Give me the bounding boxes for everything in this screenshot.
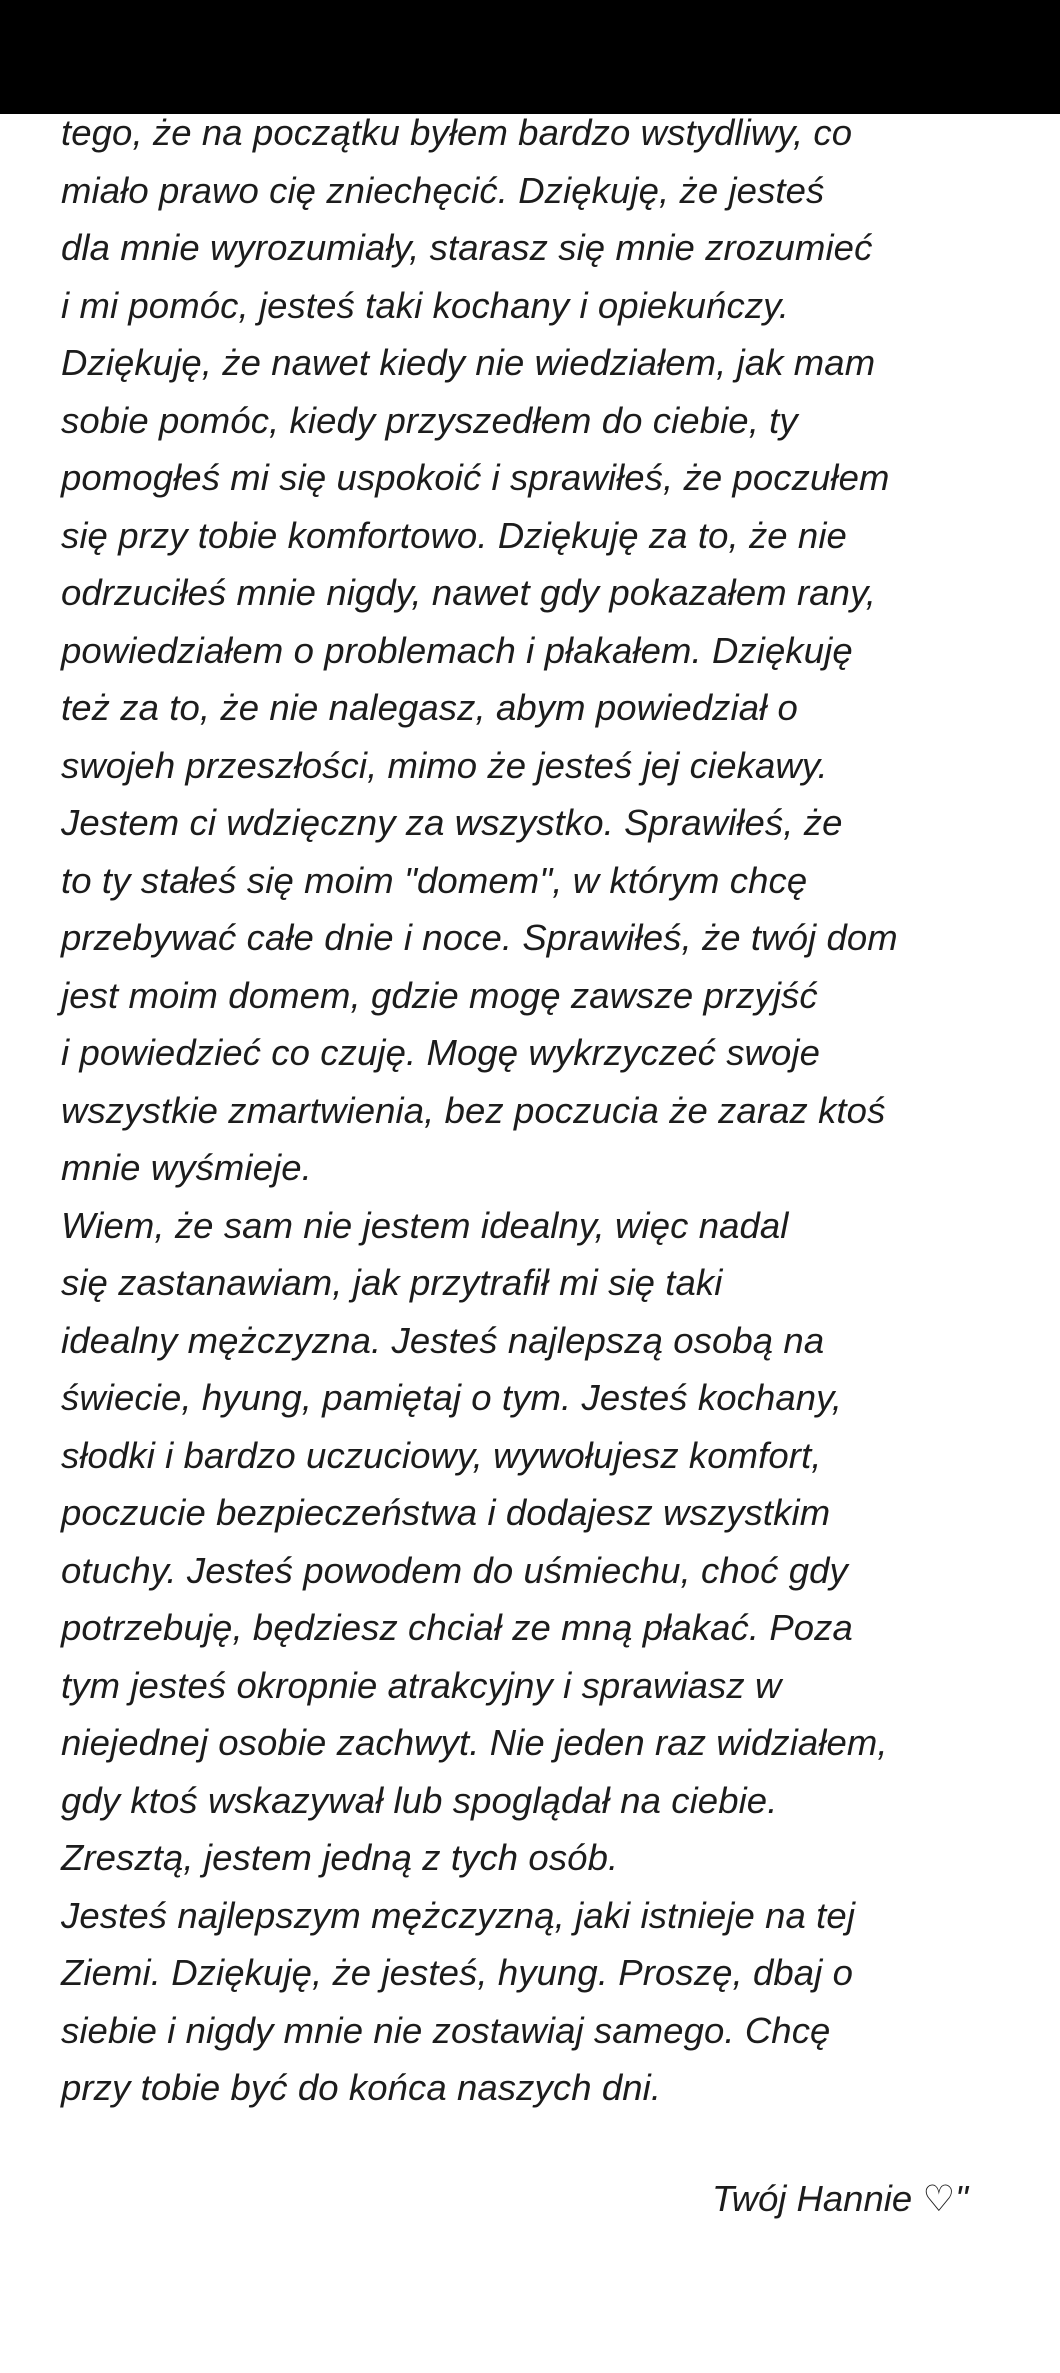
- letter-line: siebie i nigdy mnie nie zostawiaj samego. Chcę: [61, 2009, 831, 2051]
- letter-line: się przy tobie komfortowo. Dziękuję za to, że nie: [61, 514, 847, 556]
- letter-line: idealny mężczyzna. Jesteś najlepszą osobą na: [61, 1319, 825, 1361]
- letter-line: Zresztą, jestem jedną z tych osób.: [61, 1837, 619, 1878]
- letter-line: miało prawo cię zniechęcić. Dziękuję, że jesteś: [61, 169, 825, 211]
- letter-line: sobie pomóc, kiedy przyszedłem do ciebie, ty: [61, 399, 798, 441]
- letter-line: przy tobie być do końca naszych dni.: [61, 2067, 662, 2108]
- letter-line: tego, że na początku byłem bardzo wstydliwy, co: [61, 112, 853, 153]
- letter-line: jest moim domem, gdzie mogę zawsze przyjść: [61, 974, 818, 1016]
- letter-line: poczucie bezpieczeństwa i dodajesz wszystkim: [61, 1492, 831, 1533]
- letter-body: [61, 104, 1021, 2117]
- letter-line: Jesteś najlepszym mężczyzną, jaki istnieje na tej: [61, 1894, 856, 1936]
- letter-line: się zastanawiam, jak przytrafił mi się taki: [61, 1262, 723, 1303]
- letter-line: odrzuciłeś mnie nigdy, nawet gdy pokazałem rany,: [61, 572, 876, 613]
- letter-line: gdy ktoś wskazywał lub spoglądał na ciebie.: [61, 1779, 778, 1821]
- letter-line: powiedziałem o problemach i płakałem. Dziękuję: [61, 629, 853, 671]
- letter-line: Wiem, że sam nie jestem idealny, więc nadal: [61, 1204, 789, 1246]
- letter-line: Jestem ci wdzięczny za wszystko. Sprawiłeś, że: [61, 802, 843, 843]
- letter-line: też za to, że nie nalegasz, abym powiedział o: [61, 687, 798, 728]
- letter-line: Ziemi. Dziękuję, że jesteś, hyung. Proszę, dbaj o: [61, 1952, 854, 1993]
- letter-line: niejednej osobie zachwyt. Nie jeden raz widziałem,: [61, 1722, 888, 1763]
- letter-line: otuchy. Jesteś powodem do uśmiechu, choć gdy: [61, 1549, 848, 1591]
- letter-line: dla mnie wyrozumiały, starasz się mnie zrozumieć: [61, 227, 873, 268]
- letter-signature: Twój Hannie ♡": [712, 2178, 968, 2219]
- letter-line: i powiedzieć co czuję. Mogę wykrzyczeć swoje: [61, 1032, 821, 1073]
- letter-line: przebywać całe dnie i noce. Sprawiłeś, że twój dom: [61, 917, 898, 958]
- letter-line: wszystkie zmartwienia, bez poczucia że zaraz ktoś: [61, 1089, 886, 1131]
- letter-line: słodki i bardzo uczuciowy, wywołujesz komfort,: [61, 1434, 822, 1476]
- letter-line: swojeh przeszłości, mimo że jesteś jej ciekawy.: [61, 744, 828, 786]
- letter-line: potrzebuję, będziesz chciał ze mną płakać. Poza: [61, 1607, 853, 1648]
- status-bar: [0, 0, 1060, 114]
- letter-line: pomogłeś mi się uspokoić i sprawiłeś, że poczułem: [61, 457, 890, 498]
- letter-line: tym jesteś okropnie atrakcyjny i sprawiasz w: [61, 1664, 782, 1706]
- letter-line: mnie wyśmieje.: [61, 1147, 312, 1188]
- letter-line: to ty stałeś się moim "domem", w którym chcę: [61, 859, 808, 901]
- letter-line: świecie, hyung, pamiętaj o tym. Jesteś kochany,: [61, 1377, 843, 1418]
- letter-line: Dziękuję, że nawet kiedy nie wiedziałem, jak mam: [61, 342, 876, 383]
- letter-line: i mi pomóc, jesteś taki kochany i opiekuńczy.: [61, 284, 790, 326]
